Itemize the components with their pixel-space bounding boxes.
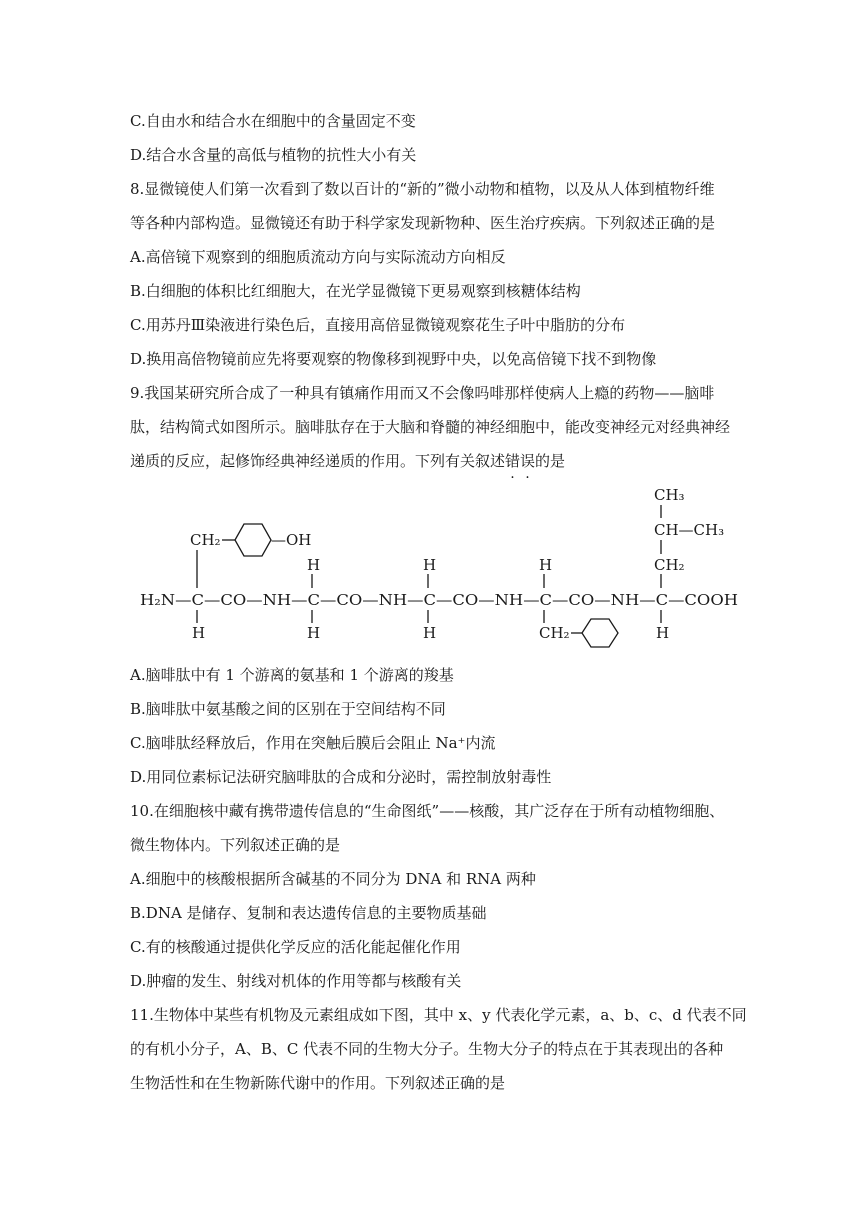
h-label: H <box>192 624 206 642</box>
option-8c: C.用苏丹Ⅲ染液进行染色后，直接用高倍显微镜观察花生子叶中脂肪的分布 <box>130 316 626 334</box>
question-8-stem-line1: 8.显微镜使人们第一次看到了数以百计的“新的”微小动物和植物，以及从人体到植物纤维 <box>130 180 715 198</box>
question-9-stem-line2: 肽，结构简式如图所示。脑啡肽存在于大脑和脊髓的神经细胞中，能改变神经元对经典神经 <box>130 418 731 436</box>
benzene-ring-icon <box>235 524 271 556</box>
emphasis-char: 错 <box>505 452 521 470</box>
h-label: H <box>423 556 437 574</box>
ch2-tyr-label: CH₂ <box>190 531 221 549</box>
h-label: H <box>656 624 670 642</box>
option-9a: A.脑啡肽中有 1 个游离的氨基和 1 个游离的羧基 <box>130 666 454 684</box>
option-10a: A.细胞中的核酸根据所含碱基的不同分为 DNA 和 RNA 两种 <box>130 870 536 888</box>
h-label: H <box>539 556 553 574</box>
enkephalin-structure-diagram <box>130 480 750 650</box>
question-8-stem-line2: 等各种内部构造。显微镜还有助于科学家发现新物种、医生治疗疾病。下列叙述正确的是 <box>130 214 716 232</box>
option-8d: D.换用高倍物镜前应先将要观察的物像移到视野中央，以免高倍镜下找不到物像 <box>130 350 657 368</box>
stem-text: 递质的反应，起修饰经典神经递质的作用。下列有关叙述 <box>130 452 506 470</box>
question-10-stem-line2: 微生物体内。下列叙述正确的是 <box>130 836 341 854</box>
option-9b: B.脑啡肽中氨基酸之间的区别在于空间结构不同 <box>130 700 446 718</box>
option-7c: C.自由水和结合水在细胞中的含量固定不变 <box>130 112 416 130</box>
question-11-stem-line1: 11.生物体中某些有机物及元素组成如下图，其中 x、y 代表化学元素，a、b、c、d 代表不同 <box>130 1006 747 1024</box>
question-9-stem-line3 <box>130 451 565 471</box>
peptide-backbone: H₂N—C—CO—NH—C—CO—NH—C—CO—NH—C—CO—NH—C—COOH <box>140 591 738 609</box>
ch2-leu-label: CH₂ <box>654 556 685 574</box>
oh-label: —OH <box>271 531 312 549</box>
option-8b: B.白细胞的体积比红细胞大，在光学显微镜下更易观察到核糖体结构 <box>130 282 581 300</box>
stem-text: 的是 <box>535 452 566 470</box>
option-9d: D.用同位素标记法研究脑啡肽的合成和分泌时，需控制放射毒性 <box>130 768 552 786</box>
option-10c: C.有的核酸通过提供化学反应的活化能起催化作用 <box>130 938 461 956</box>
question-9-stem-line1: 9.我国某研究所合成了一种具有镇痛作用而又不会像吗啡那样使病人上瘾的药物——脑啡 <box>130 384 715 402</box>
ch3-top-label: CH₃ <box>654 486 685 504</box>
h-label: H <box>423 624 437 642</box>
option-10d: D.肿瘤的发生、射线对机体的作用等都与核酸有关 <box>130 972 462 990</box>
option-7d: D.结合水含量的高低与植物的抗性大小有关 <box>130 146 417 164</box>
emphasis-char: 误 <box>520 452 536 470</box>
benzene-ring-icon <box>582 619 618 647</box>
option-9c: C.脑啡肽经释放后，作用在突触后膜后会阻止 Na⁺内流 <box>130 734 496 752</box>
ch-ch3-label: CH—CH₃ <box>654 521 725 539</box>
option-8a: A.高倍镜下观察到的细胞质流动方向与实际流动方向相反 <box>130 248 506 266</box>
ch2-phe-label: CH₂ <box>539 624 570 642</box>
h-label: H <box>307 624 321 642</box>
question-10-stem-line1: 10.在细胞核中藏有携带遗传信息的“生命图纸”——核酸，其广泛存在于所有动植物细胞、 <box>130 802 725 820</box>
question-11-stem-line2: 的有机小分子，A、B、C 代表不同的生物大分子。生物大分子的特点在于其表现出的各种 <box>130 1040 724 1058</box>
h-label: H <box>307 556 321 574</box>
question-11-stem-line3: 生物活性和在生物新陈代谢中的作用。下列叙述正确的是 <box>130 1074 506 1092</box>
option-10b: B.DNA 是储存、复制和表达遗传信息的主要物质基础 <box>130 904 487 922</box>
